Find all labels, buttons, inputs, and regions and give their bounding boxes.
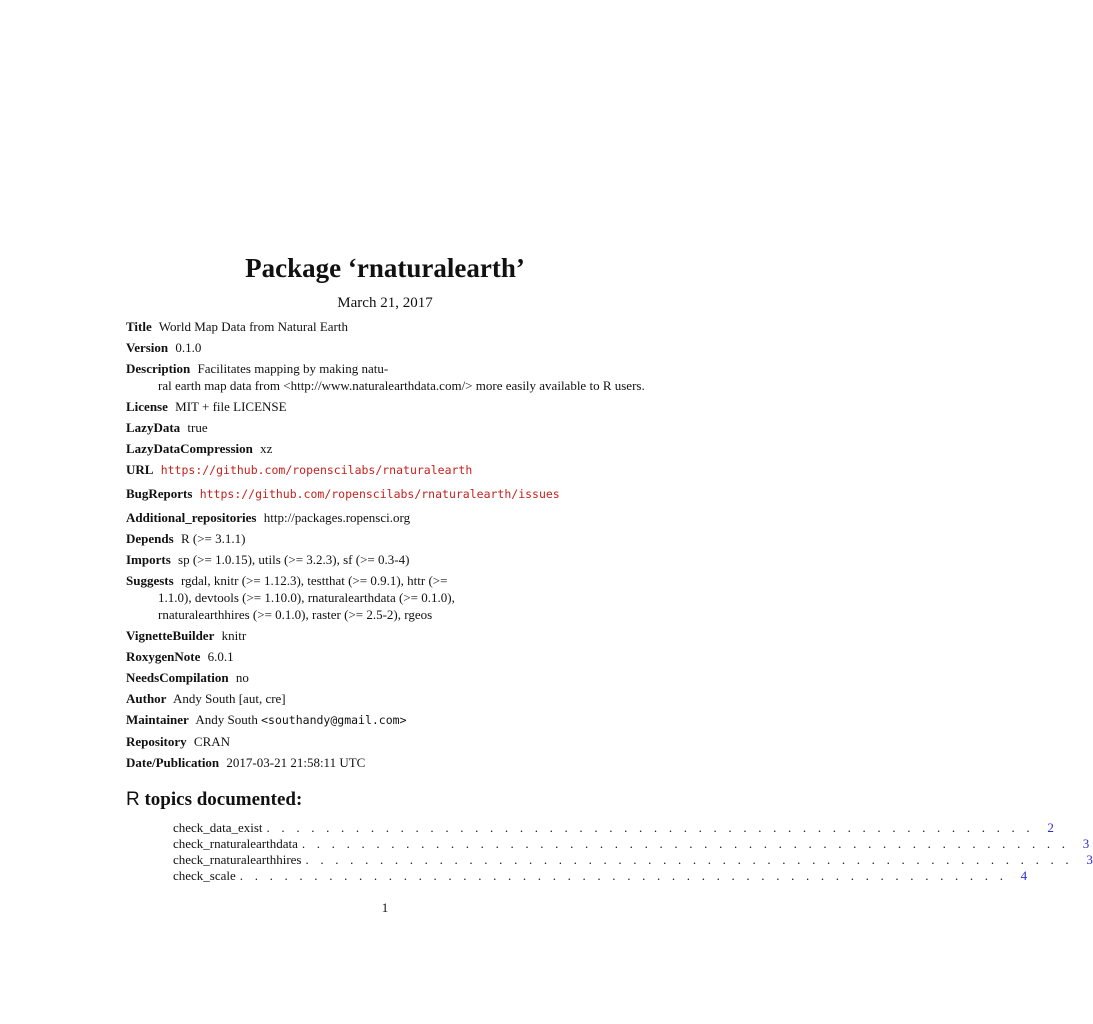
field-value: knitr [221, 628, 247, 643]
field-value: MIT + file LICENSE [175, 399, 287, 414]
field-key: Author [126, 691, 167, 706]
toc-entry-check-data-exist[interactable] [173, 820, 1054, 836]
topics-heading [126, 787, 302, 813]
field-key: Description [126, 361, 191, 376]
page-number: 1 [381, 900, 389, 915]
field-key: License [126, 399, 168, 414]
toc-entry-name: check_rnaturalearthdata [173, 836, 298, 851]
toc-entry-check-rnaturalearthhires[interactable] [173, 852, 1093, 868]
field-value: R (>= 3.1.1) [180, 531, 246, 546]
field-value: no [235, 670, 249, 685]
field-value: true [187, 420, 208, 435]
url-link[interactable]: https://github.com/ropenscilabs/rnaturalearth [160, 463, 473, 477]
toc-leader-dots: . . . . . . . . . . . . . . . . . . . . . . . . . . . . . . . . . . . . . . . . . . . . . . . . . . . . [305, 852, 1073, 867]
maintainer-email[interactable]: <southandy@gmail.com> [261, 713, 407, 727]
toc-page-link[interactable]: 2 [1047, 820, 1054, 835]
package-date: March 21, 2017 [337, 295, 433, 311]
field-key: LazyData [126, 420, 181, 435]
toc-entry-name: check_data_exist [173, 820, 263, 835]
field-additional-repositories [126, 509, 686, 526]
field-version [126, 339, 686, 356]
field-key: RoxygenNote [126, 649, 201, 664]
field-key: Title [126, 319, 152, 334]
field-vignettebuilder [126, 627, 686, 644]
toc-leader-dots: . . . . . . . . . . . . . . . . . . . . . . . . . . . . . . . . . . . . . . . . . . . . . . . . . . . . [266, 820, 1034, 835]
field-value: 6.0.1 [207, 649, 234, 664]
bugreports-link[interactable]: https://github.com/ropenscilabs/rnaturalearth/issues [199, 487, 560, 501]
toc-entry-check-rnaturalearthdata[interactable] [173, 836, 1090, 852]
topics-heading-text: topics documented: [144, 789, 303, 810]
field-value: Andy South [aut, cre] [173, 691, 286, 706]
field-key: Maintainer [126, 712, 189, 727]
field-suggests [126, 572, 686, 623]
toc-entry-name: check_rnaturalearthhires [173, 852, 302, 867]
toc-entry-check-scale[interactable] [173, 868, 1028, 884]
field-roxygennote [126, 648, 686, 665]
field-key: Version [126, 340, 169, 355]
toc-page-link[interactable]: 4 [1020, 868, 1028, 883]
field-value-continued: 1.1.0), devtools (>= 1.10.0), rnaturalearthdata (>= 0.1.0), [158, 590, 455, 605]
field-value: Facilitates mapping by making natu- [197, 361, 389, 376]
topics-list [173, 820, 1093, 884]
field-title [126, 318, 686, 335]
maintainer-name: Andy South [195, 712, 258, 727]
field-key: LazyDataCompression [126, 441, 253, 456]
field-url [126, 461, 686, 479]
field-repository [126, 733, 686, 750]
toc-leader-dots: . . . . . . . . . . . . . . . . . . . . . . . . . . . . . . . . . . . . . . . . . . . . . . . . . . . . [301, 836, 1070, 851]
field-description [126, 360, 686, 394]
package-title: Package ‘rnaturalearth’ [245, 253, 525, 283]
field-lazydatacompression [126, 440, 686, 457]
field-value: sp (>= 1.0.15), utils (>= 3.2.3), sf (>= 0.3-4) [178, 552, 410, 567]
field-value: 0.1.0 [175, 340, 202, 355]
field-bugreports [126, 485, 686, 503]
field-key: URL [126, 462, 154, 477]
description-fields [126, 318, 686, 775]
field-needscompilation [126, 669, 686, 686]
field-value: http://packages.ropensci.org [263, 510, 411, 525]
field-author [126, 690, 686, 707]
field-key: Suggests [126, 573, 174, 588]
field-value: World Map Data from Natural Earth [158, 319, 348, 334]
field-key: Imports [126, 552, 171, 567]
field-maintainer [126, 711, 686, 729]
topics-heading-r: R [126, 789, 140, 810]
toc-leader-dots: . . . . . . . . . . . . . . . . . . . . . . . . . . . . . . . . . . . . . . . . . . . . . . . . . . . . [239, 868, 1008, 883]
field-key: VignetteBuilder [126, 628, 215, 643]
toc-page-link[interactable]: 3 [1082, 836, 1090, 851]
field-value: 2017-03-21 21:58:11 UTC [226, 755, 366, 770]
field-datepublication [126, 754, 686, 771]
field-key: Date/Publication [126, 755, 220, 770]
toc-page-link[interactable]: 3 [1086, 852, 1093, 867]
field-license [126, 398, 686, 415]
field-key: Repository [126, 734, 187, 749]
field-key: Depends [126, 531, 174, 546]
field-value: CRAN [193, 734, 231, 749]
field-value-continued: ral earth map data from <http://www.naturalearthdata.com/> more easily available to R users. [158, 378, 645, 393]
field-key: BugReports [126, 486, 193, 501]
field-depends [126, 530, 686, 547]
field-value: xz [260, 441, 273, 456]
field-value-continued: rnaturalearthhires (>= 0.1.0), raster (>= 2.5-2), rgeos [158, 607, 433, 622]
field-imports [126, 551, 686, 568]
field-lazydata [126, 419, 686, 436]
field-value: rgdal, knitr (>= 1.12.3), testthat (>= 0.9.1), httr (>= [180, 573, 448, 588]
toc-entry-name: check_scale [173, 868, 236, 883]
field-key: Additional_repositories [126, 510, 257, 525]
field-key: NeedsCompilation [126, 670, 229, 685]
